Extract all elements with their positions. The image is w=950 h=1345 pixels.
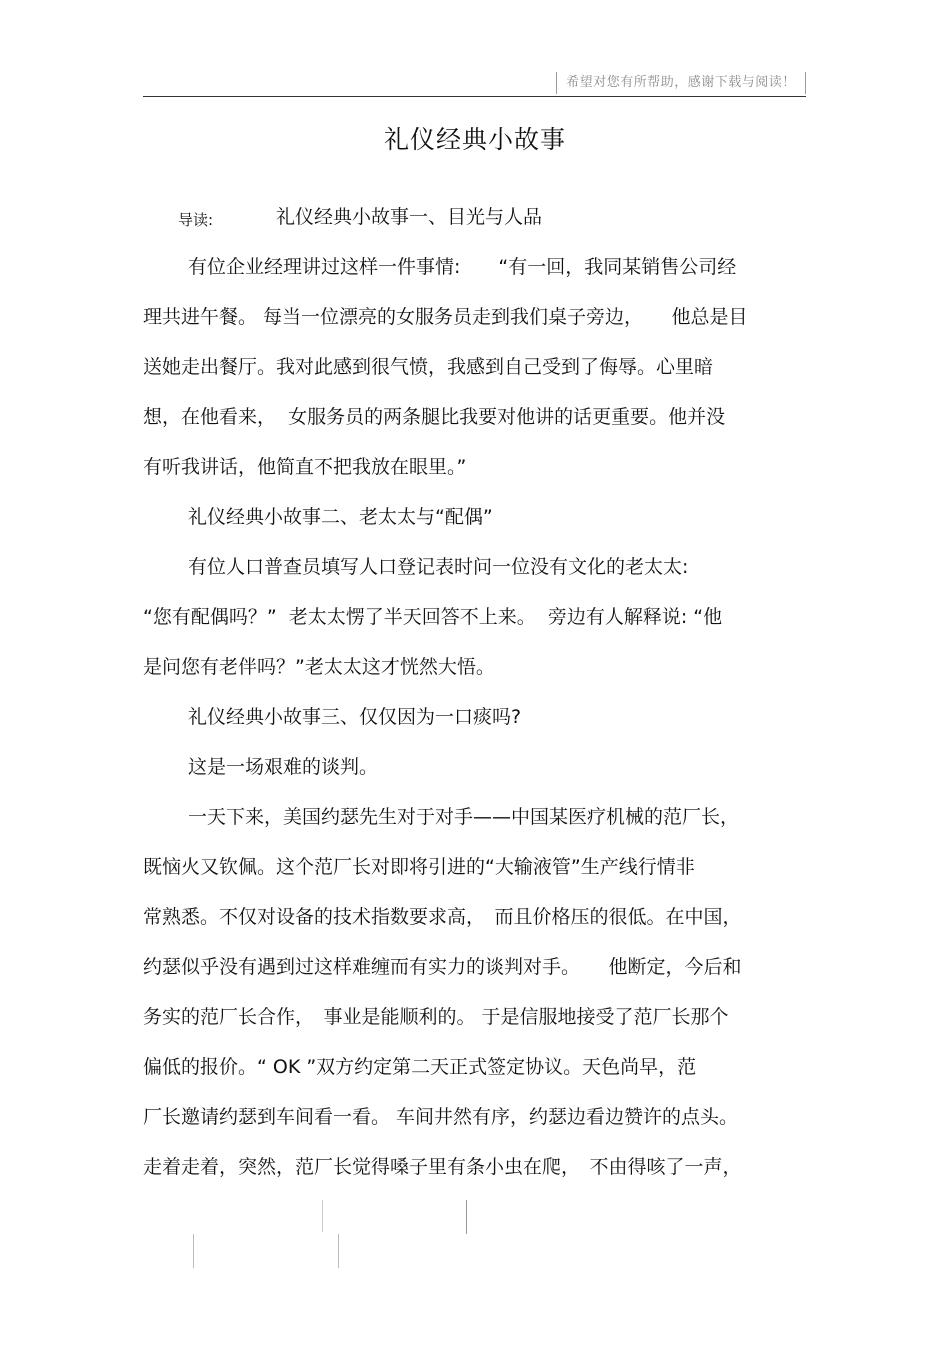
paragraph-line: 有听我讲话，他简直不把我放在眼里。” bbox=[143, 456, 467, 478]
document-title: 礼仪经典小故事 bbox=[383, 125, 566, 154]
paragraph-line: 是问您有老伴吗？”老太太这才恍然大悟。 bbox=[143, 656, 495, 678]
paragraph-line: 送她走出餐厅。我对此感到很气愤，我感到自己受到了侮辱。心里暗 bbox=[143, 356, 714, 378]
paragraph-line: 偏低的报价。“ OK ”双方约定第二天正式签定协议。天色尚早，范 bbox=[143, 1056, 697, 1078]
paragraph-line: 走着走着，突然，范厂长觉得嗓子里有条小虫在爬， 不由得咳了一声， bbox=[143, 1156, 742, 1178]
paragraph-line: 有位企业经理讲过这样一件事情: “有一回，我同某销售公司经 bbox=[188, 256, 737, 278]
paragraph-line: 这是一场艰难的谈判。 bbox=[188, 756, 379, 778]
paragraph-line: 想，在他看来， 女服务员的两条腿比我要对他讲的话更重要。他并没 bbox=[143, 406, 726, 428]
header-rule bbox=[143, 96, 806, 97]
header-note: 希望对您有所帮助，感谢下载与阅读！ bbox=[556, 72, 806, 94]
lead-label: 导读: bbox=[178, 211, 214, 229]
paragraph-line: 礼仪经典小故事一、目光与人品 bbox=[276, 206, 543, 228]
scan-mark bbox=[466, 1200, 467, 1234]
paragraph-line: 务实的范厂长合作， 事业是能顺利的。 于是信服地接受了范厂长那个 bbox=[143, 1006, 729, 1028]
section-heading: 礼仪经典小故事二、老太太与“配偶” bbox=[188, 506, 493, 528]
scan-mark bbox=[338, 1234, 339, 1268]
paragraph-line: 约瑟似乎没有遇到过这样难缠而有实力的谈判对手。 他断定，今后和 bbox=[143, 956, 742, 978]
paragraph-line: 一天下来，美国约瑟先生对于对手——中国某医疗机械的范厂长， bbox=[188, 806, 740, 828]
paragraph-line: 常熟悉。不仅对设备的技术指数要求高， 而且价格压的很低。在中国， bbox=[143, 906, 742, 928]
scan-mark bbox=[322, 1200, 323, 1232]
paragraph-line: 既恼火又钦佩。这个范厂长对即将引进的“大输液管”生产线行情非 bbox=[143, 856, 695, 878]
scan-mark bbox=[193, 1234, 194, 1268]
section-heading: 礼仪经典小故事三、仅仅因为一口痰吗? bbox=[188, 706, 522, 728]
paragraph-line: 理共进午餐。 每当一位漂亮的女服务员走到我们桌子旁边， 他总是目 bbox=[143, 306, 748, 328]
paragraph-line: 有位人口普查员填写人口登记表时问一位没有文化的老太太: bbox=[188, 556, 689, 578]
paragraph-line: “您有配偶吗？” 老太太愣了半天回答不上来。 旁边有人解释说: “他 bbox=[143, 606, 723, 628]
paragraph-line: 厂长邀请约瑟到车间看一看。 车间井然有序，约瑟边看边赞许的点头。 bbox=[143, 1106, 739, 1128]
